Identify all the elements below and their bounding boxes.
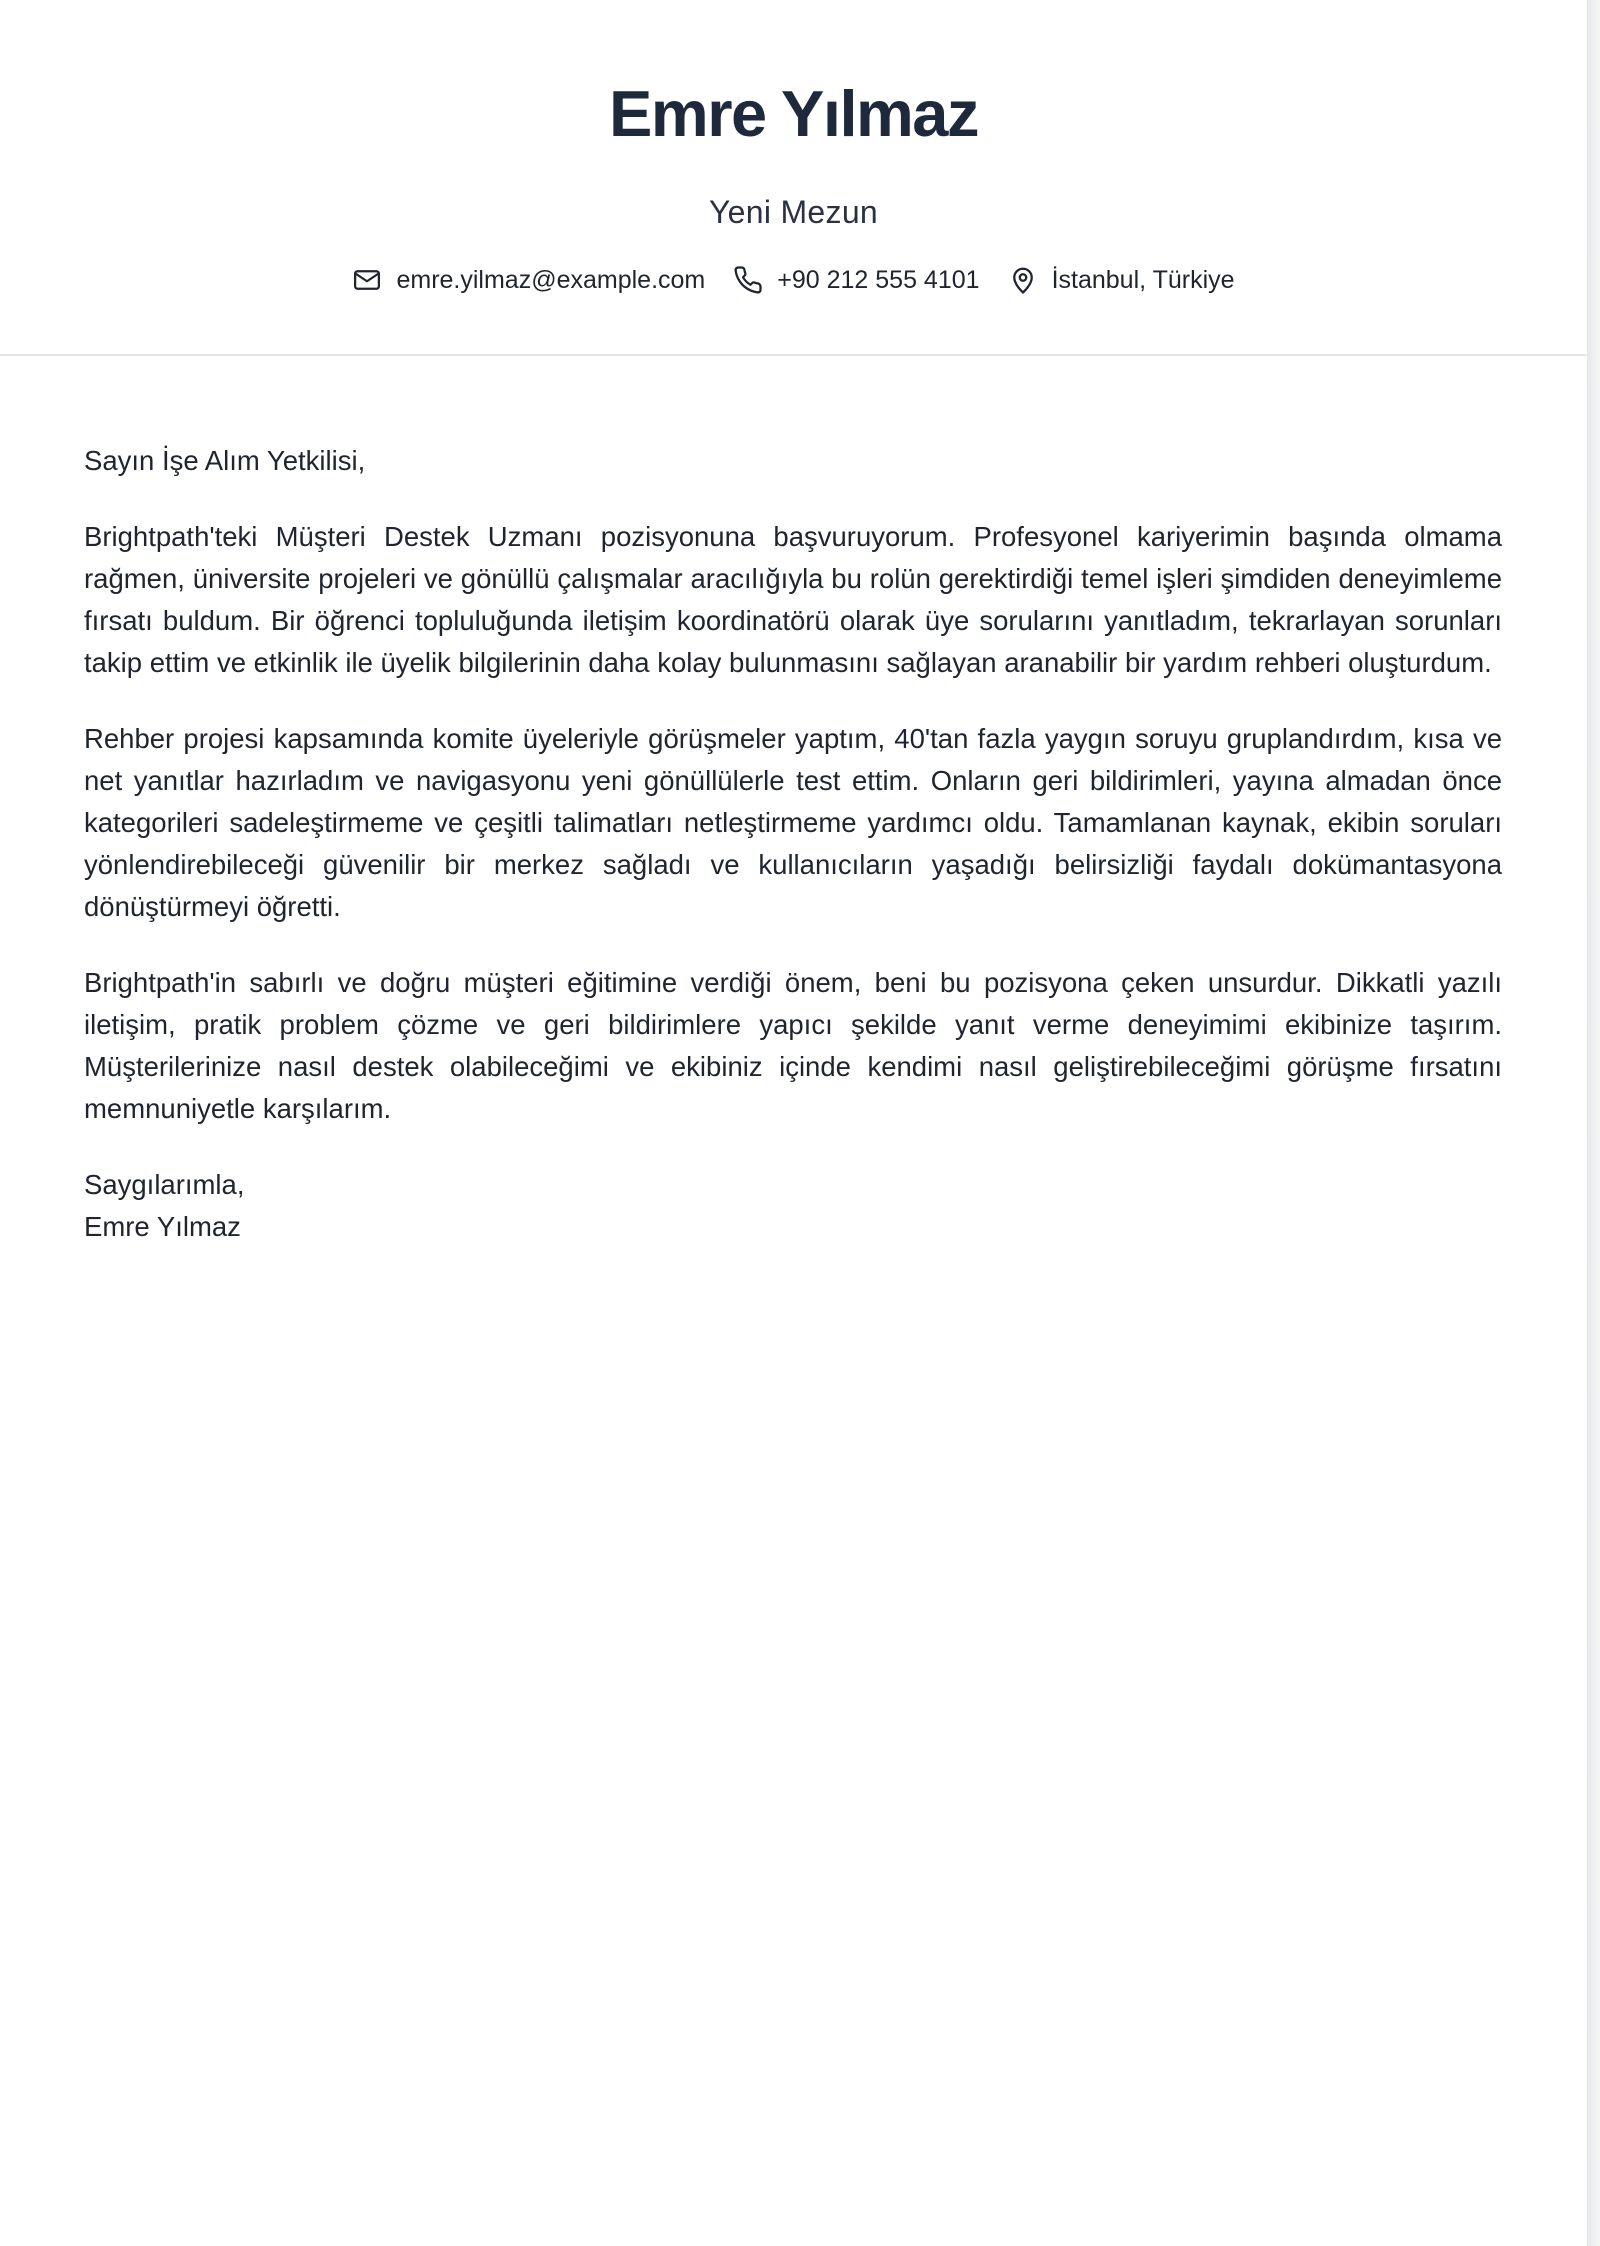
contact-email-text: emre.yilmaz@example.com — [396, 266, 706, 294]
location-pin-icon — [1008, 265, 1038, 295]
contact-info — [0, 260, 1587, 300]
phone-icon — [733, 265, 763, 295]
applicant-name: Emre Yılmaz — [609, 77, 978, 150]
signature: Emre Yılmaz — [84, 1211, 241, 1242]
contact-phone-text: +90 212 555 4101 — [777, 266, 980, 294]
letter-body — [84, 440, 1502, 1248]
closing: Saygılarımla, — [84, 1169, 245, 1200]
contact-location — [1008, 264, 1235, 296]
paragraph-1: Brightpath'teki Müşteri Destek Uzmanı pozisyonuna başvuruyorum. Profesyonel kariyerimin başında olmama rağmen, üniversite projeleri ve gönüllü çalışmalar aracılığıyla bu rolün gerektirdiği temel işleri şimdiden deneyimleme fırsatı buldum. Bir öğrenci topluluğunda iletişim koordinatörü olarak üye sorularını yanıtladım, tekrarlayan sorunları takip ettim ve etkinlik ile üyelik bilgilerinin daha kolay bulunmasını sağlayan aranabilir bir yardım rehberi oluşturdum. — [84, 521, 1502, 678]
paragraph-2: Rehber projesi kapsamında komite üyeleriyle görüşmeler yaptım, 40'tan fazla yaygın soruyu gruplandırdım, kısa ve net yanıtlar hazırladım ve navigasyonu yeni gönüllülerle test ettim. Onların geri bildirimleri, yayına almadan önce kategorileri sadeleştirmeme ve çeşitli talimatları netleştirmeme yardımcı oldu. Tamamlanan kaynak, ekibin soruları yönlendirebileceği güvenilir bir merkez sağladı ve kullanıcıların yaşadığı belirsizliği faydalı dokümantasyona dönüştürmeyi öğretti. — [84, 723, 1502, 922]
salutation: Sayın İşe Alım Yetkilisi, — [84, 445, 366, 476]
letter-header — [0, 0, 1587, 356]
page-edge — [1587, 0, 1600, 2246]
contact-phone[interactable] — [733, 264, 979, 296]
paragraph-3: Brightpath'in sabırlı ve doğru müşteri eğitimine verdiği önem, beni bu pozisyona çeken unsurdur. Dikkatli yazılı iletişim, pratik problem çözme ve geri bildirimlere yapıcı şekilde yanıt verme deneyimimi ekibinize taşırım. Müşterilerinize nasıl destek olabileceğimi ve ekibiniz içinde kendimi nasıl geliştirebileceğimi görüşme fırsatını memnuniyetle karşılarım. — [84, 967, 1502, 1124]
contact-location-text: İstanbul, Türkiye — [1051, 266, 1235, 294]
contact-email[interactable] — [352, 264, 705, 296]
mail-icon — [352, 265, 382, 295]
applicant-title: Yeni Mezun — [708, 194, 879, 230]
